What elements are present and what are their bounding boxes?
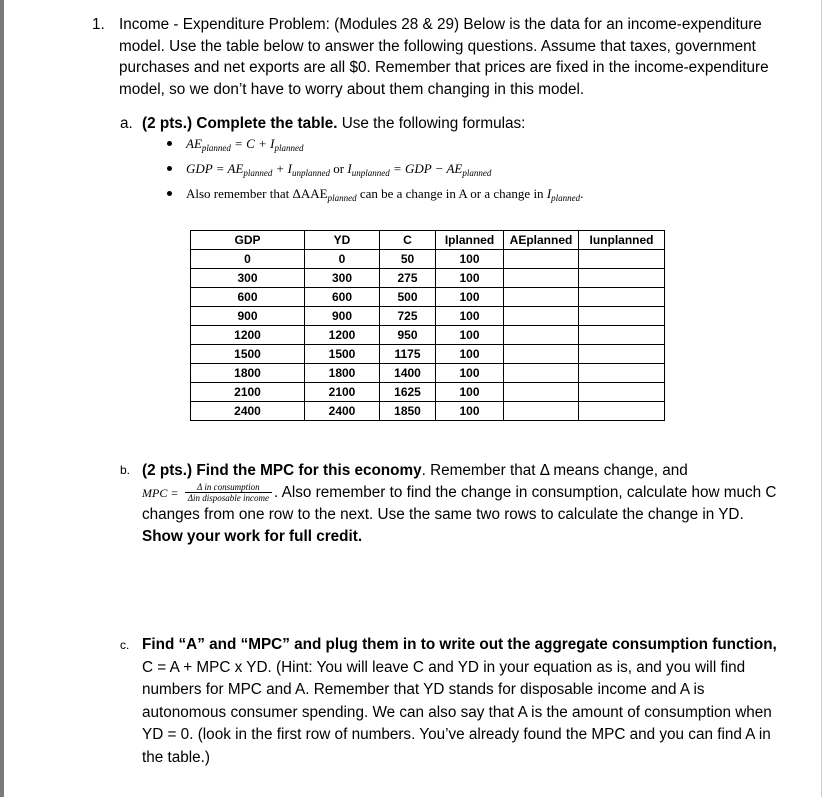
- part-b-label: b.: [120, 463, 131, 477]
- page-edge-right: [821, 0, 822, 797]
- formula-gdp: GDP = $AE_{planned} + I_{unplanned}$ or $I_{unplanned}$ = GDP − $AE_{planned}$: [163, 156, 583, 181]
- blank-cell[interactable]: [579, 269, 665, 288]
- question-number: 1.: [92, 16, 105, 33]
- part-c: [120, 634, 780, 769]
- blank-cell[interactable]: [504, 307, 579, 326]
- table-row: 2100 2100 1625 100: [191, 383, 665, 402]
- part-c-bold: Find “A” and “MPC” and plug them in to write out the aggregate consumption function,: [142, 636, 777, 653]
- part-a-bold: (2 pts.) Complete the table.: [142, 115, 338, 132]
- header-yd: YD: [305, 231, 380, 250]
- part-a-label: a.: [120, 115, 133, 132]
- table-row: 1500 1500 1175 100: [191, 345, 665, 364]
- formula-note: Also remember that $\Delta AAE_{planned}$ can be a change in A or a change in $I_{planned}$.: [163, 181, 583, 206]
- table-row: 300 300 275 100: [191, 269, 665, 288]
- blank-cell[interactable]: [579, 288, 665, 307]
- table-row: 1800 1800 1400 100: [191, 364, 665, 383]
- question-text: Income - Expenditure Problem: (Modules 28 & 29) Below is the data for an income-expenditure model. Use the table below to answer the following questions. Assume that taxes, government purchases and net exports are all $0. Remember that prices are fixed in the income-expenditure model, so we don’t have to worry about them changing in this model.: [119, 16, 769, 98]
- blank-cell[interactable]: [579, 383, 665, 402]
- part-b: b. (2 pts.) Find the MPC for this economy. Remember that Δ means change, and MPC = $\frac{\text{Δ in consumption}}{\text{Δin disposable income}}$ . Also remember to find the change in consumption, calculate how much C changes from one row to the next. Use the same two rows to calculate the change in YD. Show your work for full credit.: [120, 462, 777, 545]
- blank-cell[interactable]: [504, 364, 579, 383]
- blank-cell[interactable]: [579, 345, 665, 364]
- bullet-dot: [167, 141, 172, 146]
- blank-cell[interactable]: [504, 383, 579, 402]
- mpc-fraction: $\frac{\text{Δ in consumption}}{\text{Δin disposable income}}$: [185, 482, 272, 503]
- bullet-dot: [167, 166, 172, 171]
- part-a-rest: Use the following formulas:: [337, 115, 526, 132]
- blank-cell[interactable]: [504, 288, 579, 307]
- blank-cell[interactable]: [504, 250, 579, 269]
- header-iunplanned: Iunplanned: [579, 231, 665, 250]
- income-expenditure-table: [190, 230, 665, 421]
- part-c-label: c.: [120, 638, 130, 652]
- part-b-bold: (2 pts.) Find the MPC for this economy: [142, 462, 422, 479]
- header-iplanned: Iplanned: [436, 231, 504, 250]
- part-c-body: C = A + MPC x YD. (Hint: You will leave C and YD in your equation as is, and you will find numbers for MPC and A. Remember that YD stands for disposable income and A is autonomous consumer spending. We can also say that A is the amount of consumption when YD = 0. (look in the first row of numbers. You’ve already found the MPC and you can find A in the table.): [142, 658, 772, 766]
- table-row: 600 600 500 100: [191, 288, 665, 307]
- blank-cell[interactable]: [504, 326, 579, 345]
- formula-ae: $AE_{planned} = C + I_{planned}$: [163, 131, 583, 156]
- table-row: 0 0 50 100: [191, 250, 665, 269]
- blank-cell[interactable]: [579, 307, 665, 326]
- mpc-symbol: MPC =: [142, 485, 179, 500]
- bullet-dot: [167, 191, 172, 196]
- header-c: C: [380, 231, 436, 250]
- blank-cell[interactable]: [579, 402, 665, 421]
- blank-cell[interactable]: [504, 345, 579, 364]
- table-row: 1200 1200 950 100: [191, 326, 665, 345]
- part-b-show-work: Show your work for full credit.: [142, 527, 363, 545]
- page-edge: [0, 0, 4, 797]
- question-1: [92, 14, 782, 100]
- formula-list: [163, 131, 583, 206]
- table-header-row: [191, 231, 665, 250]
- blank-cell[interactable]: [579, 326, 665, 345]
- header-gdp: GDP: [191, 231, 305, 250]
- blank-cell[interactable]: [579, 364, 665, 383]
- table-row: 900 900 725 100: [191, 307, 665, 326]
- blank-cell[interactable]: [579, 250, 665, 269]
- header-aeplanned: AEplanned: [504, 231, 579, 250]
- table-row: 2400 2400 1850 100: [191, 402, 665, 421]
- blank-cell[interactable]: [504, 402, 579, 421]
- blank-cell[interactable]: [504, 269, 579, 288]
